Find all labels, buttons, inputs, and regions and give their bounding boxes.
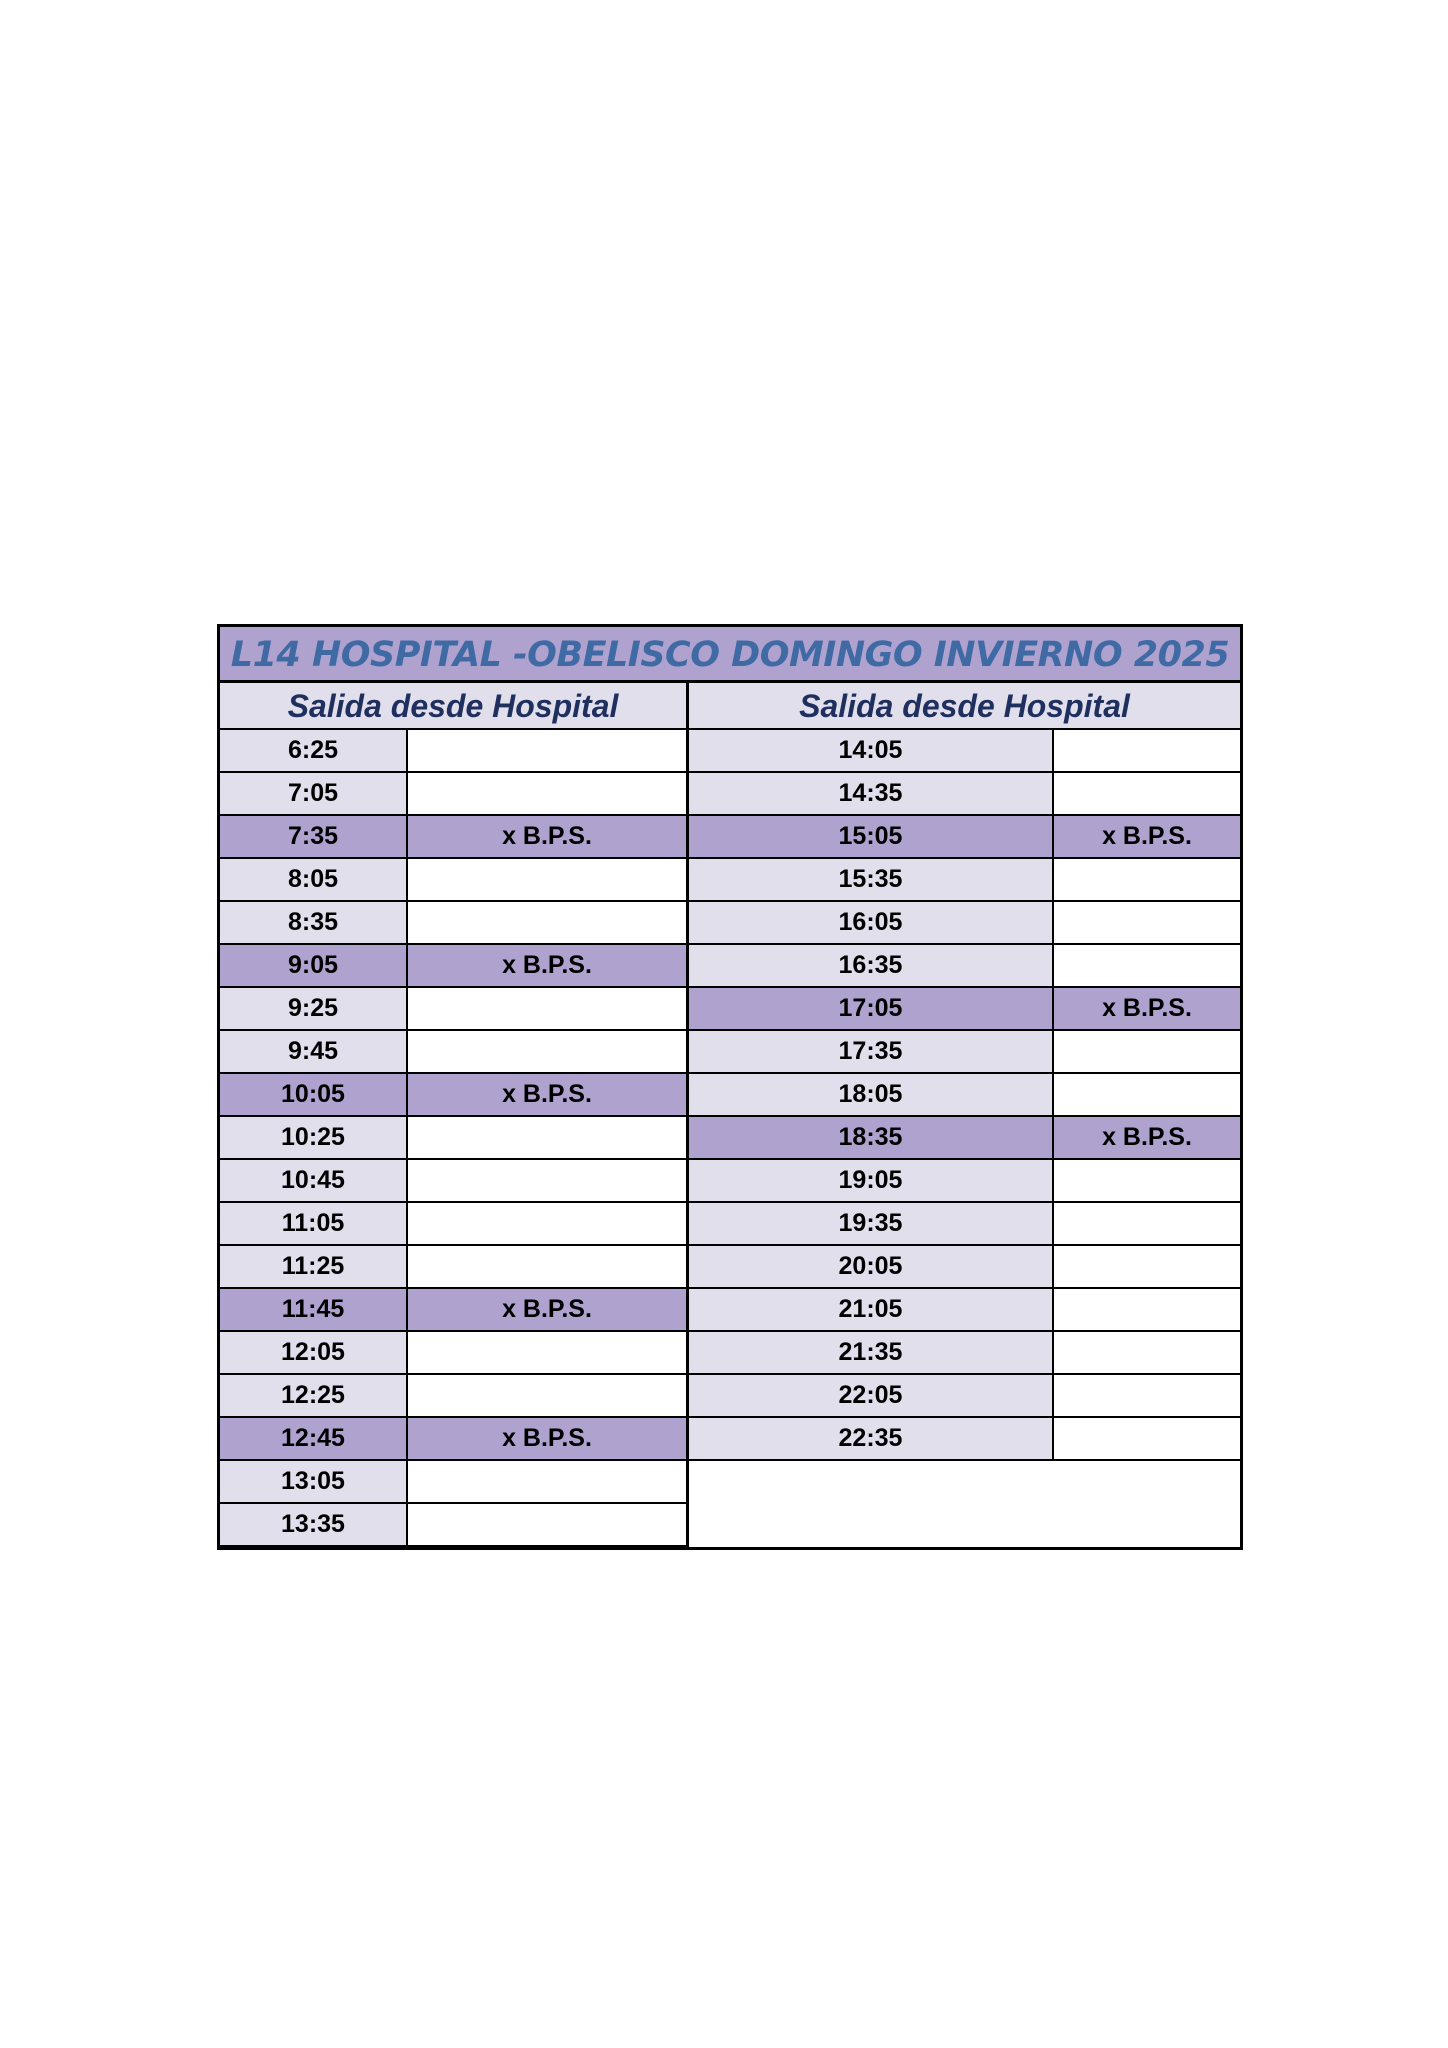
table-row: [689, 1031, 1240, 1074]
route-note: [1054, 945, 1240, 986]
table-row: [220, 1160, 686, 1203]
table-row: [220, 988, 686, 1031]
departure-time: 8:05: [220, 859, 408, 900]
route-note: x B.P.S.: [408, 945, 686, 986]
departure-time: 17:05: [689, 988, 1054, 1029]
table-row: [689, 816, 1240, 859]
schedule-title: L14 HOSPITAL -OBELISCO DOMINGO INVIERNO 2025: [220, 627, 1240, 683]
route-note: [408, 1160, 686, 1201]
route-note: [1054, 1375, 1240, 1416]
table-row: [220, 1504, 686, 1547]
route-note: [408, 773, 686, 814]
departure-time: 12:45: [220, 1418, 408, 1459]
table-row: [220, 1074, 686, 1117]
table-row: [689, 1203, 1240, 1246]
right-rows: [689, 730, 1240, 1461]
table-row: [220, 1289, 686, 1332]
route-note: [408, 1375, 686, 1416]
table-row: [689, 1332, 1240, 1375]
departure-time: 9:25: [220, 988, 408, 1029]
departure-time: 20:05: [689, 1246, 1054, 1287]
departure-time: 22:35: [689, 1418, 1054, 1459]
route-note: x B.P.S.: [408, 1418, 686, 1459]
table-row: [220, 902, 686, 945]
right-column-header: Salida desde Hospital: [689, 683, 1240, 730]
departure-time: 16:05: [689, 902, 1054, 943]
table-row: [689, 773, 1240, 816]
table-row: [689, 1074, 1240, 1117]
table-row: [220, 1461, 686, 1504]
table-row: [220, 773, 686, 816]
departure-time: 14:05: [689, 730, 1054, 771]
empty-area: [689, 1461, 1240, 1547]
left-column-header: Salida desde Hospital: [220, 683, 686, 730]
departure-time: 9:05: [220, 945, 408, 986]
route-note: [408, 902, 686, 943]
route-note: [1054, 859, 1240, 900]
departure-time: 19:05: [689, 1160, 1054, 1201]
route-note: x B.P.S.: [1054, 988, 1240, 1029]
departure-time: 19:35: [689, 1203, 1054, 1244]
table-row: [689, 1418, 1240, 1461]
departure-time: 11:45: [220, 1289, 408, 1330]
table-row: [220, 1332, 686, 1375]
route-note: [408, 1117, 686, 1158]
route-note: [408, 859, 686, 900]
departure-time: 11:25: [220, 1246, 408, 1287]
route-note: [1054, 1289, 1240, 1330]
right-column: [689, 683, 1240, 1547]
departure-time: 11:05: [220, 1203, 408, 1244]
route-note: [408, 1461, 686, 1502]
departure-time: 10:25: [220, 1117, 408, 1158]
route-note: [408, 1031, 686, 1072]
table-row: [220, 1203, 686, 1246]
route-note: [1054, 902, 1240, 943]
table-row: [220, 730, 686, 773]
route-note: [1054, 1031, 1240, 1072]
route-note: [1054, 730, 1240, 771]
table-row: [220, 1375, 686, 1418]
route-note: x B.P.S.: [408, 1074, 686, 1115]
table-row: [689, 902, 1240, 945]
table-row: [220, 945, 686, 988]
departure-time: 10:05: [220, 1074, 408, 1115]
table-row: [689, 1246, 1240, 1289]
table-row: [689, 1289, 1240, 1332]
route-note: [1054, 1160, 1240, 1201]
table-row: [220, 1418, 686, 1461]
departure-time: 18:05: [689, 1074, 1054, 1115]
departure-time: 21:05: [689, 1289, 1054, 1330]
route-note: [408, 1504, 686, 1545]
route-note: x B.P.S.: [408, 1289, 686, 1330]
left-rows: [220, 730, 686, 1547]
table-row: [689, 859, 1240, 902]
departure-time: 15:35: [689, 859, 1054, 900]
departure-time: 13:35: [220, 1504, 408, 1545]
route-note: [1054, 1203, 1240, 1244]
table-row: [689, 730, 1240, 773]
table-row: [220, 1031, 686, 1074]
route-note: [408, 1332, 686, 1373]
route-note: [1054, 773, 1240, 814]
route-note: [1054, 1332, 1240, 1373]
departure-time: 7:05: [220, 773, 408, 814]
departure-time: 18:35: [689, 1117, 1054, 1158]
departure-time: 16:35: [689, 945, 1054, 986]
departure-time: 12:05: [220, 1332, 408, 1373]
table-row: [220, 1117, 686, 1160]
route-note: [408, 730, 686, 771]
departure-time: 13:05: [220, 1461, 408, 1502]
route-note: x B.P.S.: [1054, 816, 1240, 857]
departure-time: 17:35: [689, 1031, 1054, 1072]
left-column: [220, 683, 689, 1547]
departure-time: 10:45: [220, 1160, 408, 1201]
departure-time: 6:25: [220, 730, 408, 771]
route-note: [1054, 1246, 1240, 1287]
table-row: [689, 1117, 1240, 1160]
departure-time: 12:25: [220, 1375, 408, 1416]
route-note: [408, 1203, 686, 1244]
departure-time: 8:35: [220, 902, 408, 943]
table-row: [689, 1375, 1240, 1418]
departure-time: 21:35: [689, 1332, 1054, 1373]
route-note: x B.P.S.: [408, 816, 686, 857]
table-row: [689, 1160, 1240, 1203]
departure-time: 22:05: [689, 1375, 1054, 1416]
route-note: [1054, 1074, 1240, 1115]
departure-time: 7:35: [220, 816, 408, 857]
route-note: [408, 988, 686, 1029]
route-note: [1054, 1418, 1240, 1459]
departure-time: 9:45: [220, 1031, 408, 1072]
table-row: [689, 945, 1240, 988]
route-note: x B.P.S.: [1054, 1117, 1240, 1158]
schedule-table: [217, 624, 1243, 1550]
table-row: [689, 988, 1240, 1031]
route-note: [408, 1246, 686, 1287]
table-row: [220, 816, 686, 859]
table-row: [220, 1246, 686, 1289]
departure-time: 14:35: [689, 773, 1054, 814]
table-row: [220, 859, 686, 902]
departure-time: 15:05: [689, 816, 1054, 857]
